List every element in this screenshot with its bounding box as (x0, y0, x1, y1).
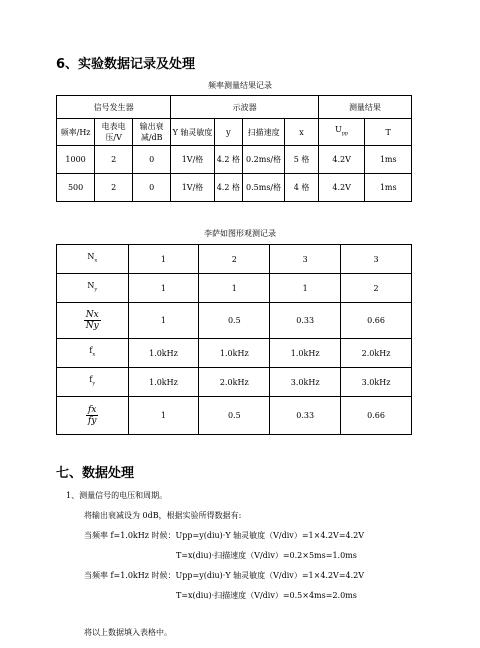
column-header: Y 轴灵敏度 (171, 119, 214, 146)
table-cell: 0.33 (270, 303, 341, 339)
paragraph-line: 将输出衰减设为 0dB，根据实验所得数据有: (84, 511, 242, 520)
table-cell: 1.0kHz (199, 339, 270, 368)
table-cell: 2 (95, 146, 133, 174)
column-header: y (214, 119, 242, 146)
table-cell: 4.2 格 (214, 174, 242, 202)
table-cell: 0.66 (341, 303, 412, 339)
table-cell: 1 (128, 274, 199, 303)
table-cell: 1 (199, 274, 270, 303)
table2-caption: 李萨如图形观测记录 (204, 229, 276, 238)
group-header: 示波器 (171, 96, 319, 119)
column-header: 扫描速度 (242, 119, 284, 146)
table-cell: 0.5 (199, 397, 270, 435)
paragraph-line: T=x(diu)·扫描速度（V/div）=0.2×5ms=1.0ms (176, 551, 357, 560)
table1-caption: 频率测量结果记录 (208, 81, 272, 90)
table-cell: 1V/格 (171, 146, 214, 174)
paragraph-line: 将以上数据填入表格中。 (84, 628, 172, 637)
table-cell: 2.0kHz (199, 368, 270, 397)
row-label-nx: $N_x$ (57, 245, 129, 274)
table-cell: 1V/格 (171, 174, 214, 202)
table-cell: 4.2 格 (214, 146, 242, 174)
table-cell: 1000 (57, 146, 95, 174)
column-header: T (365, 119, 412, 146)
paragraph-line: 1、测量信号的电压和周期。 (66, 491, 168, 500)
row-label-ny: $N_y$ (57, 274, 129, 303)
frequency-measurement-table (56, 95, 412, 202)
row-label-fy: $f_y$ (57, 368, 129, 397)
table-cell: 3 (270, 245, 341, 274)
table-cell: 4.2V (318, 146, 365, 174)
paragraph-line: 当频率 f=1.0kHz 时候：Upp=y(diu)·Y 轴灵敏度（V/div）=1×4.2V=4.2V (84, 571, 365, 580)
row-label-n-ratio: $\frac{Nx}{Ny}$ (57, 303, 129, 339)
table-cell: 500 (57, 174, 95, 202)
table-cell: 1 (128, 397, 199, 435)
row-label-fx: $f_x$ (57, 339, 129, 368)
table-cell: 3.0kHz (341, 368, 412, 397)
row-label-f-ratio: $\frac{fx}{fy}$ (57, 397, 129, 435)
table-cell: 2 (199, 245, 270, 274)
paragraph-line: T=x(diu)·扫描速度（V/div）=0.5×4ms=2.0ms (176, 591, 357, 600)
table-cell: 5 格 (285, 146, 319, 174)
column-header: 电表电压/V (95, 119, 133, 146)
table-cell: 1ms (365, 174, 412, 202)
table-cell: 1.0kHz (270, 339, 341, 368)
group-header: 信号发生器 (57, 96, 171, 119)
column-header (318, 119, 365, 146)
table-cell: 1ms (365, 146, 412, 174)
table-cell: 1.0kHz (128, 368, 199, 397)
column-header: 频率/Hz (57, 119, 95, 146)
table-cell: 3.0kHz (270, 368, 341, 397)
table-cell: 4 格 (285, 174, 319, 202)
table-cell: 2 (95, 174, 133, 202)
table-cell: 1 (270, 274, 341, 303)
table-cell: 2 (341, 274, 412, 303)
section-6-heading: 6、实验数据记录及处理 (56, 57, 196, 72)
table-cell: 3 (341, 245, 412, 274)
table-cell: 2.0kHz (341, 339, 412, 368)
lissajous-table (56, 244, 412, 435)
table-cell: 0 (133, 174, 171, 202)
table-cell: 1 (128, 303, 199, 339)
table-cell: 0 (133, 146, 171, 174)
upp-subscript: pp (341, 130, 349, 137)
table-cell: 1 (128, 245, 199, 274)
group-header: 测量结果 (318, 96, 411, 119)
table-cell: 4.2V (318, 174, 365, 202)
table-cell: 0.33 (270, 397, 341, 435)
table-cell: 0.5 (199, 303, 270, 339)
table-cell: 1.0kHz (128, 339, 199, 368)
column-header: 输出衰减/dB (133, 119, 171, 146)
table-cell: 0.66 (341, 397, 412, 435)
table-cell: 0.2ms/格 (242, 146, 284, 174)
paragraph-line: 当频率 f=1.0kHz 时候：Upp=y(diu)·Y 轴灵敏度（V/div）=1×4.2V=4.2V (84, 531, 365, 540)
upp-symbol: U (335, 125, 342, 135)
section-7-heading: 七、数据处理 (56, 466, 135, 481)
column-header: x (285, 119, 319, 146)
table-cell: 0.5ms/格 (242, 174, 284, 202)
